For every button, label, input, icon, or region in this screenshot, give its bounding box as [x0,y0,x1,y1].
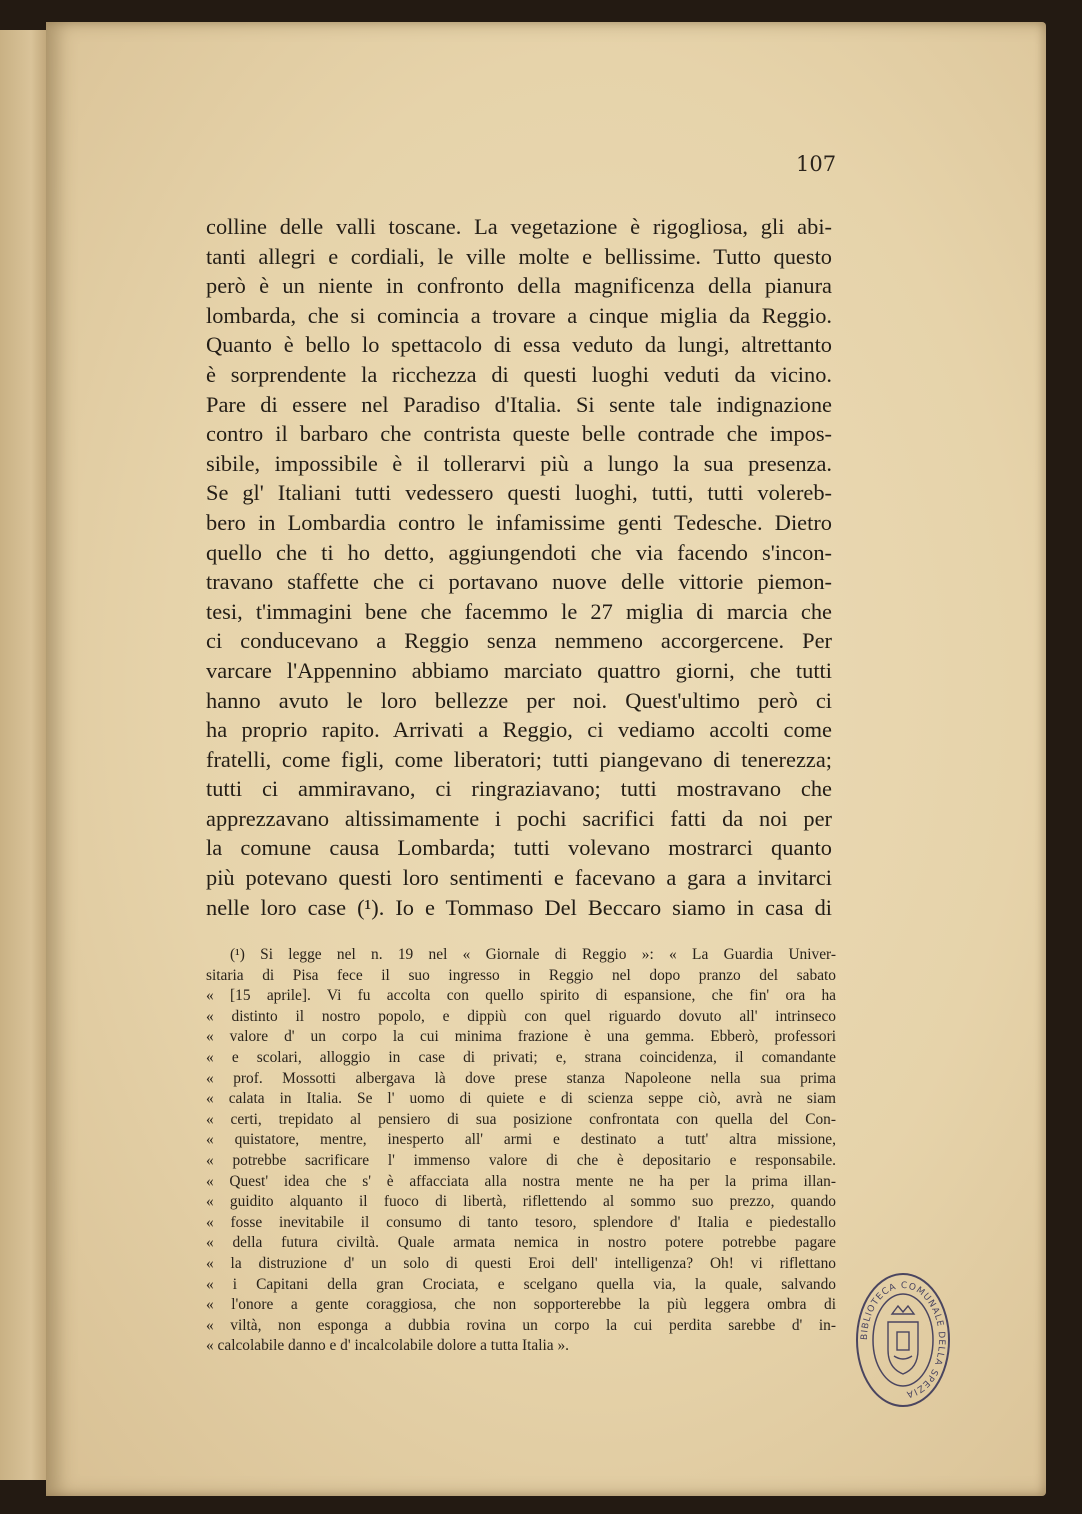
body-line: tanti allegri e cordiali, le ville molte e bellissime. Tutto questo [206,243,832,269]
footnote-line: « calata in Italia. Se l' uomo di quiete e di scienza seppe ciò, avrà ne siam [206,1090,836,1108]
footnote-line: « fosse inevitabile il consumo di tanto tesoro, splendore d' Italia e piedestallo [206,1213,836,1231]
footnote [206,945,836,1357]
body-text [206,212,832,922]
body-line: varcare l'Appennino abbiamo marciato quattro giorni, che tutti [206,657,832,683]
body-line: la comune causa Lombarda; tutti volevano mostrarci quanto [206,835,832,861]
body-line: colline delle valli toscane. La vegetazione è rigogliosa, gli abi- [206,214,832,239]
body-line: apprezzavano altissimamente i pochi sacrifici fatti da noi per [206,805,832,831]
footnote-line: « l'onore a gente coraggiosa, che non sopporterebbe la più leggera ombra di [206,1296,836,1314]
body-line: nelle loro case (¹). Io e Tommaso Del Beccaro siamo in casa di [206,894,832,920]
body-line: tutti ci ammiravano, ci ringraziavano; tutti mostravano che [206,776,832,802]
footnote-line: « Quest' idea che s' è affacciata alla nostra mente ne ha per la prima illan- [206,1172,836,1190]
footnote-line: « [15 aprile]. Vi fu accolta con quello spirito di espansione, che fin' ora ha [206,987,836,1005]
body-line: è sorprendente la ricchezza di questi luoghi veduti da vicino. [206,361,832,387]
body-line: ci conducevano a Reggio senza nemmeno accorgercene. Per [206,628,832,654]
page-number: 107 [796,152,837,176]
footnote-line: « della futura civiltà. Quale armata nemica in nostro potere potrebbe pagare [206,1234,836,1252]
footnote-line: « valore d' un corpo la cui minima frazione è una gemma. Ebberò, professori [206,1028,836,1046]
body-line: sibile, impossibile è il tollerarvi più a lungo la sua presenza. [206,450,832,476]
footnote-line: « distinto il nostro popolo, e dippiù con quel riguardo dovuto all' intrinseco [206,1007,836,1025]
footnote-line: « calcolabile danno e d' incalcolabile dolore a tutta Italia ». [206,1337,570,1355]
body-line: Quanto è bello lo spettacolo di essa veduto da lungi, altrettanto [206,332,832,358]
book-page [46,22,1046,1496]
footnote-line: « guidito alquanto il fuoco di libertà, riflettendo al sommo suo prezzo, quando [206,1193,836,1211]
body-line: però è un niente in confronto della magnificenza della pianura [206,273,832,299]
body-line: ha proprio rapito. Arrivati a Reggio, ci vediamo accolti come [206,717,832,743]
footnote-line: (¹) Si legge nel n. 19 nel « Giornale di Reggio »: « La Guardia Univer- [230,946,836,963]
body-line: lombarda, che si comincia a trovare a cinque miglia da Reggio. [206,302,832,328]
body-line: hanno avuto le loro bellezze per noi. Quest'ultimo però ci [206,687,832,713]
body-line: Pare di essere nel Paradiso d'Italia. Si sente tale indignazione [206,391,832,417]
body-line: Se gl' Italiani tutti vedessero questi luoghi, tutti, tutti volereb- [206,480,832,506]
footnote-line: « i Capitani della gran Crociata, e scelgano quella via, la quale, salvando [206,1275,836,1293]
footnote-line: « certi, trepidato al pensiero di sua posizione confrontata con quella del Con- [206,1110,836,1128]
footnote-line: « e scolari, alloggio in case di privati; e, strana coincidenza, il comandante [206,1048,836,1066]
footnote-line: sitaria di Pisa fece il suo ingresso in Reggio nel dopo pranzo del sabato [206,966,836,984]
library-stamp [854,1270,952,1410]
body-line: quello che ti ho detto, aggiungendoti che via facendo s'incon- [206,539,832,565]
body-line: fratelli, come figli, come liberatori; tutti piangevano di tenerezza; [206,746,832,772]
footnote-line: « viltà, non esponga a dubbia rovina un corpo la cui perdita sarebbe d' in- [206,1316,836,1334]
footnote-line: « la distruzione d' un solo di questi Eroi dell' intelligenza? Oh! vi riflettano [206,1254,836,1272]
body-line: travano staffette che ci portavano nuove delle vittorie piemon- [206,569,832,595]
stamp-coat-of-arms-icon [888,1306,918,1374]
body-line: contro il barbaro che contrista queste belle contrade che impos- [206,421,832,447]
footnote-line: « quistatore, mentre, inesperto all' armi e destinato a tutt' altra missione, [206,1131,836,1149]
body-line: bero in Lombardia contro le infamissime genti Tedesche. Dietro [206,509,832,535]
stamp-inner-ring [873,1294,933,1386]
stamp-lettering: BIBLIOTECA COMUNALE DELLA SPEZIA [859,1280,947,1399]
footnote-line: « potrebbe sacrificare l' immenso valore di che è depositario e responsabile. [206,1151,836,1169]
footnote-line: « prof. Mossotti albergava là dove prese stanza Napoleone nella sua prima [206,1069,836,1087]
body-line: tesi, t'immagini bene che facemmo le 27 miglia di marcia che [206,598,832,624]
body-line: più potevano questi loro sentimenti e facevano a gara a invitarci [206,865,832,891]
